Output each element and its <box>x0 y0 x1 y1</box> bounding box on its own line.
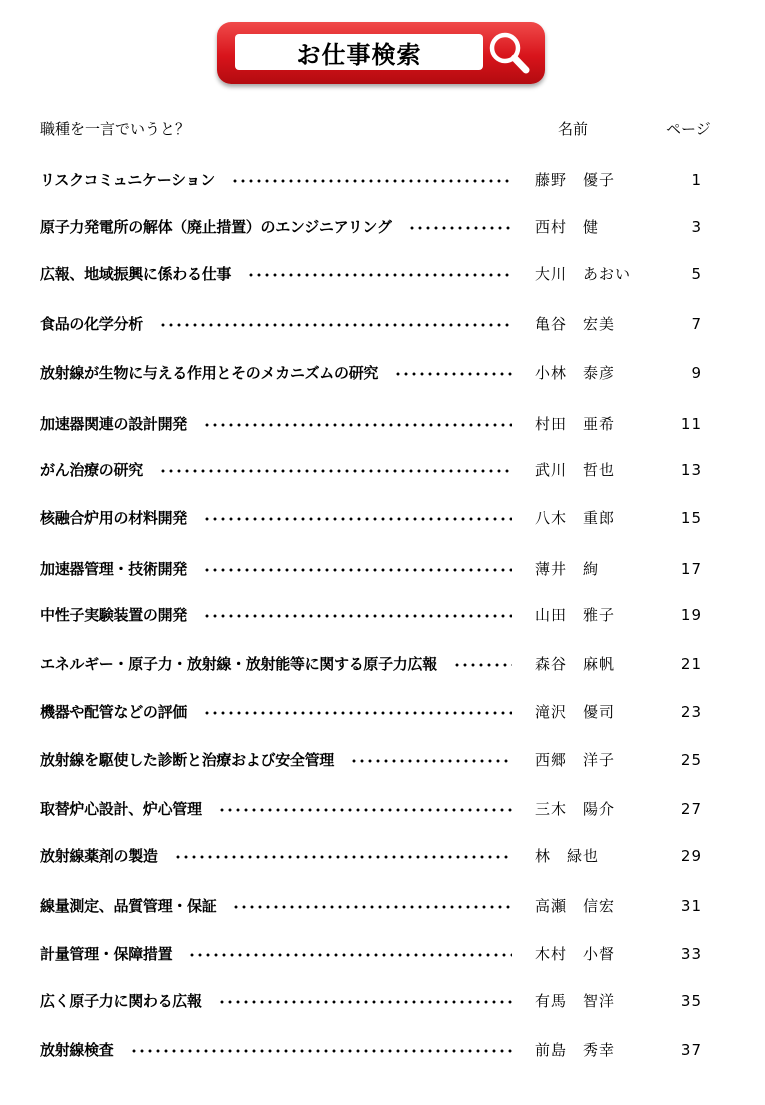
person-name: 小林 泰彦 <box>535 364 616 382</box>
job-title: 核融合炉用の材料開発 <box>40 509 188 527</box>
person-name: 高瀬 信宏 <box>535 897 616 915</box>
dot-leader <box>232 905 512 909</box>
page-number: 17 <box>680 560 702 578</box>
page-number: 29 <box>680 847 702 865</box>
list-item[interactable] <box>0 1038 765 1062</box>
job-title: 放射線検査 <box>40 1041 114 1059</box>
dot-leader <box>218 1000 512 1004</box>
page-number: 13 <box>680 461 702 479</box>
person-name: 前島 秀幸 <box>535 1041 616 1059</box>
job-title: 食品の化学分析 <box>40 315 143 333</box>
person-name: 藤野 優子 <box>535 171 616 189</box>
page-number: 25 <box>680 751 702 769</box>
person-name: 八木 重郎 <box>535 509 616 527</box>
list-item[interactable] <box>0 942 765 966</box>
job-title: リスクコミュニケーション <box>40 171 215 189</box>
job-title: 放射線を駆使した診断と治療および安全管理 <box>40 751 335 769</box>
header-page: ページ <box>666 120 711 138</box>
job-title: 機器や配管などの評価 <box>40 703 188 721</box>
person-name: 亀谷 宏美 <box>535 315 616 333</box>
person-name: 山田 雅子 <box>535 606 616 624</box>
dot-leader <box>203 568 512 572</box>
list-item[interactable] <box>0 168 765 192</box>
search-icon[interactable] <box>485 27 535 79</box>
page-number: 1 <box>691 171 702 189</box>
header-question: 職種を一言でいうと？ <box>40 120 191 138</box>
job-title: 加速器管理・技術開発 <box>40 560 188 578</box>
person-name: 村田 亜希 <box>535 415 616 433</box>
dot-leader <box>203 423 512 427</box>
person-name: 林 緑也 <box>535 847 600 865</box>
dot-leader <box>159 469 512 473</box>
list-item[interactable] <box>0 748 765 772</box>
list-item[interactable] <box>0 700 765 724</box>
list-item[interactable] <box>0 262 765 286</box>
list-item[interactable] <box>0 215 765 239</box>
dot-leader <box>350 759 512 763</box>
list-item[interactable] <box>0 603 765 627</box>
dot-leader <box>203 517 512 521</box>
dot-leader <box>408 226 512 230</box>
list-item[interactable] <box>0 557 765 581</box>
page-number: 11 <box>680 415 702 433</box>
job-title: 中性子実験装置の開発 <box>40 606 188 624</box>
list-item[interactable] <box>0 412 765 436</box>
job-title: 線量測定、品質管理・保証 <box>40 897 217 915</box>
person-name: 滝沢 優司 <box>535 703 616 721</box>
dot-leader <box>130 1049 512 1053</box>
dot-leader <box>159 323 512 327</box>
dot-leader <box>247 273 512 277</box>
page-number: 7 <box>691 315 702 333</box>
job-title: 加速器関連の設計開発 <box>40 415 188 433</box>
job-title: 広く原子力に関わる広報 <box>40 992 202 1010</box>
person-name: 三木 陽介 <box>535 800 616 818</box>
page-number: 37 <box>680 1041 702 1059</box>
list-item[interactable] <box>0 652 765 676</box>
person-name: 武川 哲也 <box>535 461 616 479</box>
page-number: 19 <box>680 606 702 624</box>
list-item[interactable] <box>0 506 765 530</box>
dot-leader <box>394 372 512 376</box>
page-number: 35 <box>680 992 702 1010</box>
page-number: 21 <box>680 655 702 673</box>
list-item[interactable] <box>0 458 765 482</box>
page-number: 5 <box>691 265 702 283</box>
page-number: 15 <box>680 509 702 527</box>
job-title: 放射線薬剤の製造 <box>40 847 158 865</box>
page-number: 27 <box>680 800 702 818</box>
job-title: 放射線が生物に与える作用とそのメカニズムの研究 <box>40 364 379 382</box>
list-item[interactable] <box>0 312 765 336</box>
dot-leader <box>188 953 512 957</box>
page-number: 3 <box>691 218 702 236</box>
list-item[interactable] <box>0 844 765 868</box>
job-title: 広報、地域振興に係わる仕事 <box>40 265 232 283</box>
dot-leader <box>203 711 512 715</box>
dot-leader <box>174 855 512 859</box>
list-item[interactable] <box>0 894 765 918</box>
person-name: 森谷 麻帆 <box>535 655 616 673</box>
banner-title: お仕事検索 <box>235 34 483 70</box>
job-title: エネルギー・原子力・放射線・放射能等に関する原子力広報 <box>40 655 437 673</box>
list-item[interactable] <box>0 797 765 821</box>
header-name: 名前 <box>558 120 589 138</box>
page-number: 31 <box>680 897 702 915</box>
dot-leader <box>203 614 512 618</box>
search-banner[interactable] <box>217 22 545 84</box>
list-item[interactable] <box>0 361 765 385</box>
job-title: がん治療の研究 <box>40 461 143 479</box>
dot-leader <box>453 663 512 667</box>
person-name: 木村 小督 <box>535 945 616 963</box>
job-title: 取替炉心設計、炉心管理 <box>40 800 202 818</box>
job-title: 原子力発電所の解体（廃止措置）のエンジニアリング <box>40 218 392 236</box>
list-item[interactable] <box>0 989 765 1013</box>
person-name: 西村 健 <box>535 218 600 236</box>
person-name: 大川 あおい <box>535 265 632 283</box>
page-number: 23 <box>680 703 702 721</box>
page-number: 9 <box>691 364 702 382</box>
page-number: 33 <box>680 945 702 963</box>
job-title: 計量管理・保障措置 <box>40 945 173 963</box>
person-name: 西郷 洋子 <box>535 751 616 769</box>
person-name: 薄井 絢 <box>535 560 600 578</box>
dot-leader <box>218 808 512 812</box>
dot-leader <box>231 179 512 183</box>
person-name: 有馬 智洋 <box>535 992 616 1010</box>
